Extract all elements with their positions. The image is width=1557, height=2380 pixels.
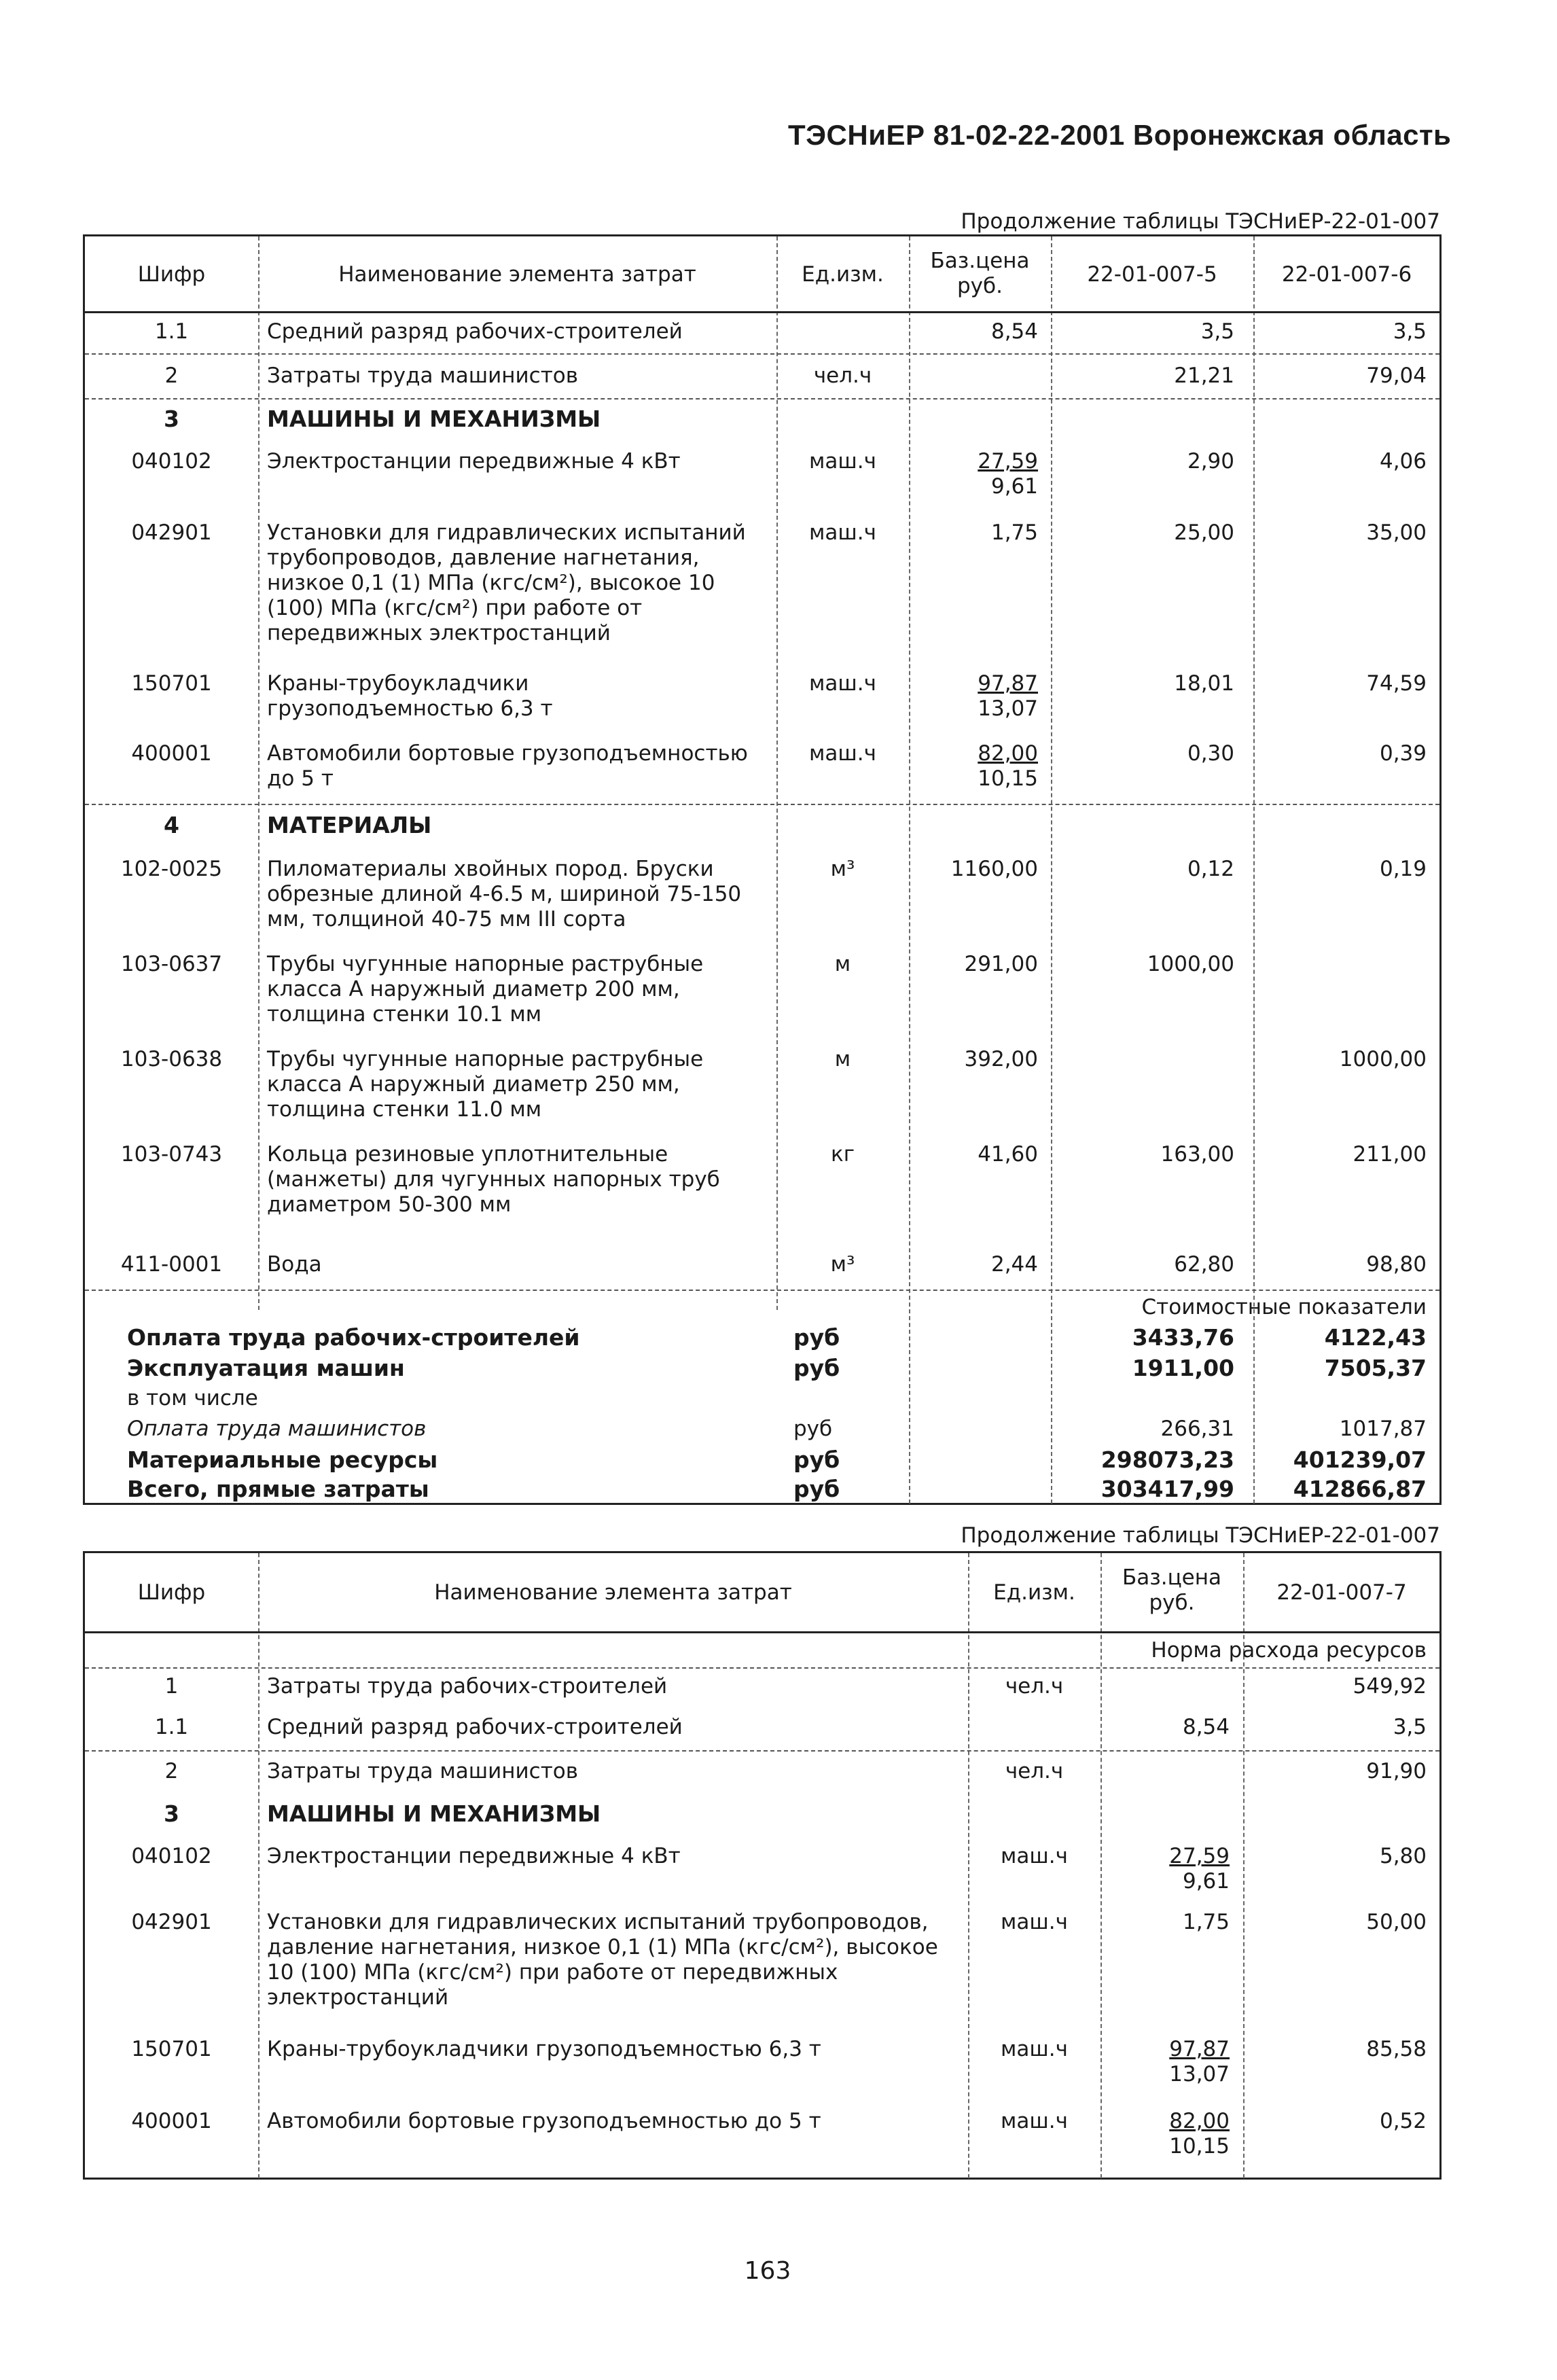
- row-unit: чел.ч: [813, 363, 872, 388]
- section-code: 3: [164, 1800, 179, 1827]
- row-code: 2: [164, 363, 179, 388]
- row-name: Средний разряд рабочих-строителей: [267, 1715, 683, 1739]
- cost-unit: руб: [793, 1324, 840, 1351]
- row-value-1: 25,00: [1174, 520, 1234, 545]
- section-title: МАТЕРИАЛЫ: [267, 812, 432, 838]
- row-unit: маш.ч: [1001, 2037, 1068, 2061]
- col-unit-header: Ед.изм.: [802, 262, 884, 287]
- row-price-machinist: 9,61: [1182, 1869, 1230, 1894]
- row-unit: маш.ч: [809, 671, 876, 696]
- row-name: Трубы чугунные напорные раструбные класса А наружный диаметр 200 мм, толщина стенки 10.1 мм: [267, 952, 704, 1027]
- row-name: Средний разряд рабочих-строителей: [267, 319, 683, 344]
- row-price-machinist: 10,15: [1169, 2134, 1230, 2159]
- row-value-2: 79,04: [1366, 363, 1427, 388]
- section-code: 4: [164, 812, 179, 838]
- header-divider: [85, 1631, 1439, 1633]
- row-divider: [85, 1290, 1439, 1291]
- table2-caption: Продолжение таблицы ТЭСНиЕР-22-01-007: [961, 1523, 1440, 1548]
- row-unit: м³: [830, 1252, 855, 1277]
- row-unit: маш.ч: [1001, 1844, 1068, 1868]
- cost-value-1: 266,31: [1160, 1417, 1234, 1441]
- row-value-2: 3,5: [1393, 319, 1427, 344]
- row-value-2: 35,00: [1366, 520, 1427, 545]
- row-name: Краны-трубоукладчики грузоподъемностью 6,3 т: [267, 671, 553, 721]
- cost-value-2: 4122,43: [1324, 1324, 1427, 1351]
- col-1-header: 22-01-007-5: [1087, 262, 1217, 287]
- row-value-1: 0,30: [1187, 741, 1234, 766]
- row-value-1: 163,00: [1160, 1142, 1234, 1167]
- row-name: Кольца резиновые уплотнительные (манжеты) для чугунных напорных труб диаметром 50-300 мм: [267, 1142, 720, 1217]
- cost-label: Оплата труда рабочих-строителей: [127, 1324, 580, 1351]
- row-name: Автомобили бортовые грузоподъемностью до 5 т: [267, 2109, 821, 2133]
- row-code: 103-0638: [120, 1047, 223, 1071]
- row-value-2: 1000,00: [1339, 1047, 1427, 1071]
- row-code: 040102: [131, 1844, 212, 1868]
- row-price: 82,00: [978, 741, 1038, 766]
- cost-label: в том числе: [127, 1386, 258, 1410]
- row-code: 1.1: [154, 319, 189, 344]
- cost-value-2: 412866,87: [1293, 1476, 1427, 1502]
- row-value-2: 0,19: [1379, 857, 1427, 881]
- divider: [258, 236, 260, 1310]
- col-unit-header: Ед.изм.: [993, 1580, 1075, 1605]
- row-name: Затраты труда рабочих-строителей: [267, 1674, 668, 1699]
- row-price: 8,54: [1182, 1715, 1230, 1739]
- row-value-2: 4,06: [1379, 449, 1427, 474]
- cost-label: Материальные ресурсы: [127, 1446, 438, 1473]
- row-value-1: 21,21: [1174, 363, 1234, 388]
- row-code: 042901: [131, 1910, 212, 1934]
- col-1-header: 22-01-007-7: [1276, 1580, 1407, 1605]
- row-code: 103-0743: [120, 1142, 223, 1167]
- row-code: 400001: [131, 741, 212, 766]
- col-price-header: Баз.цена руб.: [930, 249, 1030, 298]
- row-divider: [85, 353, 1439, 355]
- row-value-1: 91,90: [1366, 1759, 1427, 1783]
- row-code: 102-0025: [120, 857, 223, 881]
- cost-value-2: 1017,87: [1339, 1417, 1427, 1441]
- row-value-1: 549,92: [1353, 1674, 1427, 1699]
- row-price: 1,75: [1182, 1910, 1230, 1934]
- col-code-header: Шифр: [137, 262, 206, 287]
- row-price: 41,60: [978, 1142, 1038, 1167]
- row-unit: м³: [830, 857, 855, 881]
- row-value-1: 85,58: [1366, 2037, 1427, 2061]
- row-value-1: 50,00: [1366, 1910, 1427, 1934]
- row-unit: чел.ч: [1005, 1674, 1064, 1699]
- row-price-machinist: 10,15: [978, 766, 1038, 791]
- header-divider: [85, 311, 1439, 313]
- cost-value-2: 401239,07: [1293, 1446, 1427, 1473]
- row-price: 97,87: [1169, 2037, 1230, 2061]
- table2: [83, 1551, 1442, 2180]
- cost-heading: Стоимостные показатели: [1141, 1295, 1427, 1319]
- row-divider: [85, 1750, 1439, 1752]
- row-price: 97,87: [978, 671, 1038, 696]
- cost-unit: руб: [793, 1476, 840, 1502]
- row-unit: кг: [830, 1142, 855, 1167]
- section-title: МАШИНЫ И МЕХАНИЗМЫ: [267, 1800, 601, 1827]
- row-code: 103-0637: [120, 952, 223, 976]
- col-name-header: Наименование элемента затрат: [338, 262, 696, 287]
- row-price: 1160,00: [950, 857, 1038, 881]
- row-name: Затраты труда машинистов: [267, 363, 579, 388]
- table1: [83, 234, 1442, 1505]
- row-value-1: 3,5: [1393, 1715, 1427, 1739]
- row-price-machinist: 13,07: [978, 696, 1038, 721]
- row-value-1: 62,80: [1174, 1252, 1234, 1277]
- col-code-header: Шифр: [137, 1580, 206, 1605]
- row-unit: м: [834, 952, 851, 976]
- row-code: 1: [164, 1674, 179, 1699]
- row-price: 392,00: [964, 1047, 1038, 1071]
- row-price: 27,59: [978, 449, 1038, 474]
- row-divider: [85, 804, 1439, 805]
- row-code: 150701: [131, 2037, 212, 2061]
- row-price-machinist: 9,61: [990, 474, 1038, 499]
- row-value-1: 1000,00: [1147, 952, 1234, 976]
- row-unit: маш.ч: [809, 520, 876, 545]
- row-value-2: 0,39: [1379, 741, 1427, 766]
- row-name: Затраты труда машинистов: [267, 1759, 579, 1783]
- row-price-machinist: 13,07: [1169, 2062, 1230, 2086]
- cost-label: Оплата труда машинистов: [127, 1417, 427, 1441]
- section-code: 3: [164, 406, 179, 432]
- row-name: Установки для гидравлических испытаний трубопроводов, давление нагнетания, низкое 0,1 (1) МПа (кгс/см²), высокое 10 (100) МПа (кгс/см²) при работе от передвижных электростанций: [267, 1910, 938, 2010]
- col-2-header: 22-01-007-6: [1281, 262, 1412, 287]
- row-code: 040102: [131, 449, 212, 474]
- row-code: 150701: [131, 671, 212, 696]
- norm-heading: Норма расхода ресурсов: [1151, 1638, 1427, 1663]
- cost-value-1: 298073,23: [1100, 1446, 1234, 1473]
- row-name: Электростанции передвижные 4 кВт: [267, 1844, 681, 1868]
- row-value-1: 0,52: [1379, 2109, 1427, 2133]
- row-price: 1,75: [990, 520, 1038, 545]
- row-value-2: 98,80: [1366, 1252, 1427, 1277]
- divider: [258, 1553, 260, 2178]
- page-header: ТЭСНиЕР 81-02-22-2001 Воронежская область: [788, 119, 1452, 151]
- row-price: 27,59: [1169, 1844, 1230, 1868]
- row-name: Автомобили бортовые грузоподъемностью до 5 т: [267, 741, 748, 791]
- cost-value-1: 3433,76: [1132, 1324, 1234, 1351]
- row-code: 411-0001: [120, 1252, 223, 1277]
- cost-label: Всего, прямые затраты: [127, 1476, 429, 1502]
- row-name: Электростанции передвижные 4 кВт: [267, 449, 681, 474]
- row-unit: маш.ч: [809, 741, 876, 766]
- row-name: Установки для гидравлических испытаний трубопроводов, давление нагнетания, низкое 0,1 (1) МПа (кгс/см²), высокое 10 (100) МПа (кгс/см²) при работе от передвижных электростанций: [267, 520, 746, 645]
- row-unit: маш.ч: [1001, 2109, 1068, 2133]
- cost-value-2: 7505,37: [1324, 1355, 1427, 1381]
- col-name-header: Наименование элемента затрат: [434, 1580, 792, 1605]
- row-name: Пиломатериалы хвойных пород. Бруски обрезные длиной 4-6.5 м, шириной 75-150 мм, толщиной 40-75 мм III сорта: [267, 857, 742, 931]
- row-unit: чел.ч: [1005, 1759, 1064, 1783]
- cost-label: Эксплуатация машин: [127, 1355, 405, 1381]
- row-unit: маш.ч: [1001, 1910, 1068, 1934]
- row-name: Краны-трубоукладчики грузоподъемностью 6,3 т: [267, 2037, 821, 2061]
- row-code: 042901: [131, 520, 212, 545]
- row-value-1: 5,80: [1379, 1844, 1427, 1868]
- cost-value-1: 303417,99: [1100, 1476, 1234, 1502]
- row-code: 1.1: [154, 1715, 189, 1739]
- row-value-2: 74,59: [1366, 671, 1427, 696]
- row-value-1: 18,01: [1174, 671, 1234, 696]
- cost-unit: руб: [793, 1417, 833, 1441]
- row-price: 291,00: [964, 952, 1038, 976]
- row-divider: [85, 1667, 1439, 1669]
- row-price: 8,54: [990, 319, 1038, 344]
- row-value-1: 0,12: [1187, 857, 1234, 881]
- row-code: 2: [164, 1759, 179, 1783]
- cost-unit: руб: [793, 1446, 840, 1473]
- page-number: 163: [744, 2257, 791, 2285]
- row-price: 2,44: [990, 1252, 1038, 1277]
- row-name: Трубы чугунные напорные раструбные класса А наружный диаметр 250 мм, толщина стенки 11.0 мм: [267, 1047, 704, 1122]
- row-unit: маш.ч: [809, 449, 876, 474]
- row-price: 82,00: [1169, 2109, 1230, 2133]
- col-price-header: Баз.цена руб.: [1122, 1565, 1222, 1615]
- row-value-2: 211,00: [1353, 1142, 1427, 1167]
- row-code: 400001: [131, 2109, 212, 2133]
- table1-caption: Продолжение таблицы ТЭСНиЕР-22-01-007: [961, 209, 1440, 234]
- row-value-1: 2,90: [1187, 449, 1234, 474]
- row-divider: [85, 398, 1439, 399]
- row-value-1: 3,5: [1200, 319, 1234, 344]
- row-name: Вода: [267, 1252, 322, 1277]
- cost-unit: руб: [793, 1355, 840, 1381]
- section-title: МАШИНЫ И МЕХАНИЗМЫ: [267, 406, 601, 432]
- cost-value-1: 1911,00: [1132, 1355, 1234, 1381]
- row-unit: м: [834, 1047, 851, 1071]
